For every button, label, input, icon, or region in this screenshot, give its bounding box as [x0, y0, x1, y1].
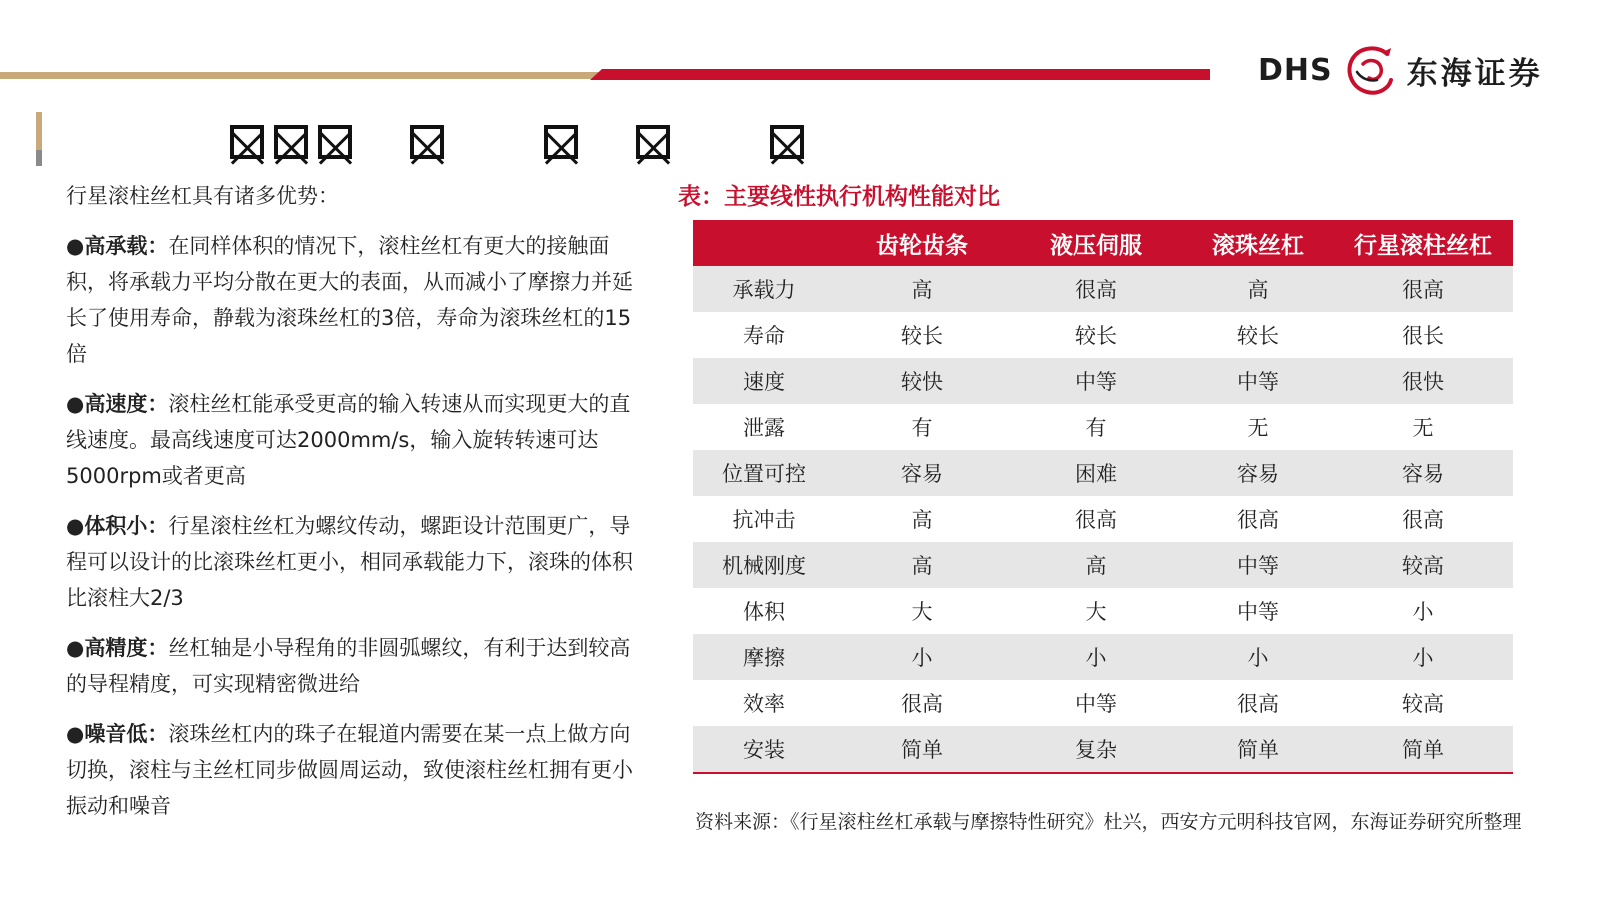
- row-label-cell: 安装: [693, 726, 835, 773]
- source-note: 资料来源：《行星滚柱丝杠承载与摩擦特性研究》杜兴，西安方元明科技官网，东海证券研究所整理: [695, 811, 1522, 833]
- table-cell: 简单: [1183, 726, 1333, 773]
- bullet-text: 滚珠丝杠内的珠子在辊道内需要在某一点上做方向切换，滚柱与主丝杠同步做圆周运动，致使滚柱丝杠拥有更小振动和噪音: [66, 722, 633, 818]
- table-row: [693, 726, 1513, 773]
- table-cell: 困难: [1009, 450, 1183, 496]
- table-cell: 很快: [1333, 358, 1513, 404]
- table-cell: 很高: [901, 692, 943, 716]
- company-logo: [1258, 40, 1543, 100]
- row-label-cell: 位置可控: [693, 450, 835, 496]
- table-cell: 很长: [1402, 324, 1444, 348]
- table-cell: 较高: [1333, 542, 1513, 588]
- header-cell: 齿轮齿条: [835, 220, 1009, 266]
- table-row: [693, 542, 1513, 588]
- table-cell: 很高: [1009, 266, 1183, 312]
- table-cell: 很高: [1333, 266, 1513, 312]
- table-cell: 容易: [1333, 450, 1513, 496]
- bullet-label: ●噪音低：: [66, 722, 169, 746]
- header-cell: [693, 220, 835, 266]
- missing-glyph-icon: [636, 125, 670, 159]
- bullet-label: ●高速度：: [66, 392, 169, 416]
- performance-comparison-table: [693, 220, 1513, 774]
- bullet-text: 在同样体积的情况下，滚柱丝杠有更大的接触面积，将承载力平均分散在更大的表面，从而减小了摩擦力并延长了使用寿命，静载为滚珠丝杠的3倍，寿命为滚珠丝杠的15倍: [66, 234, 633, 366]
- header-cell: 行星滚柱丝杠: [1333, 220, 1513, 266]
- row-label-cell: 寿命: [743, 324, 785, 348]
- bullet-label: ●体积小：: [66, 514, 169, 538]
- table-cell: 中等: [1009, 358, 1183, 404]
- bullet-small-volume: [66, 508, 641, 616]
- row-label-cell: 抗冲击: [732, 508, 796, 532]
- missing-glyph-icon: [230, 125, 264, 159]
- row-label-cell: 摩擦: [693, 634, 835, 680]
- table-cell: 大: [1085, 600, 1107, 624]
- bullet-low-noise: [66, 716, 641, 824]
- table-cell: 较快: [835, 358, 1009, 404]
- bullet-high-precision: [66, 630, 641, 702]
- logo-dhs-text: DHS: [1258, 52, 1333, 88]
- table-cell: 小: [835, 634, 1009, 680]
- table-cell: 小: [1333, 634, 1513, 680]
- table-cell: 容易: [1183, 450, 1333, 496]
- bullet-high-speed: [66, 386, 641, 494]
- table-row: [693, 358, 1513, 404]
- table-cell: 小: [1412, 600, 1434, 624]
- table-header-row: [693, 220, 1513, 266]
- table-cell: 有: [911, 416, 933, 440]
- table-cell: 简单: [835, 726, 1009, 773]
- title-accent-bar: [36, 112, 42, 166]
- header-red-bar: [590, 69, 1210, 80]
- missing-glyph-icon: [318, 125, 352, 159]
- advantages-text: [66, 178, 641, 838]
- row-label-cell: 泄露: [743, 416, 785, 440]
- table-row: [693, 634, 1513, 680]
- row-label-cell: 效率: [743, 692, 785, 716]
- table-cell: 小: [1183, 634, 1333, 680]
- table-row: [693, 588, 1513, 634]
- table-cell: 高: [1183, 266, 1333, 312]
- table-cell: 中等: [1183, 358, 1333, 404]
- table-cell: 有: [1085, 416, 1107, 440]
- bullet-text: 行星滚柱丝杠为螺纹传动，螺距设计范围更广，导程可以设计的比滚珠丝杠更小，相同承载能力下，滚珠的体积比滚柱大2/3: [66, 514, 633, 610]
- missing-glyph-icon: [544, 125, 578, 159]
- table-cell: 容易: [835, 450, 1009, 496]
- table-cell: 很高: [1237, 508, 1279, 532]
- table-cell: 高: [835, 542, 1009, 588]
- table-cell: 无: [1247, 416, 1269, 440]
- page-title: [230, 118, 814, 166]
- header-cell: 液压伺服: [1009, 220, 1183, 266]
- table-cell: 很高: [1402, 508, 1444, 532]
- table-cell: 中等: [1183, 542, 1333, 588]
- missing-glyph-icon: [770, 125, 804, 159]
- intro-line: 行星滚柱丝杠具有诸多优势：: [66, 184, 339, 208]
- table-cell: 较长: [1237, 324, 1279, 348]
- bullet-label: ●高精度：: [66, 636, 169, 660]
- table-cell: 高: [1009, 542, 1183, 588]
- table-row: [693, 680, 1513, 726]
- bullet-text: 滚柱丝杠能承受更高的输入转速从而实现更大的直线速度。最高线速度可达2000mm/s，输入旋转转速可达5000rpm或者更高: [66, 392, 631, 488]
- dragon-logo-icon: [1343, 42, 1399, 98]
- header-cell: 滚珠丝杠: [1183, 220, 1333, 266]
- header-gold-bar: [0, 72, 600, 79]
- table-cell: 无: [1412, 416, 1434, 440]
- table-cell: 简单: [1333, 726, 1513, 773]
- row-label-cell: 速度: [693, 358, 835, 404]
- table-caption: 表：主要线性执行机构性能对比: [678, 184, 1000, 210]
- row-label-cell: 承载力: [693, 266, 835, 312]
- missing-glyph-icon: [274, 125, 308, 159]
- table-cell: 大: [911, 600, 933, 624]
- table-cell: 较高: [1402, 692, 1444, 716]
- bullet-label: ●高承载：: [66, 234, 169, 258]
- table-cell: 较长: [1075, 324, 1117, 348]
- table-cell: 小: [1009, 634, 1183, 680]
- bullet-high-load: [66, 228, 641, 372]
- missing-glyph-icon: [410, 125, 444, 159]
- table-row: [693, 496, 1513, 542]
- table-row: [693, 450, 1513, 496]
- table-cell: 复杂: [1009, 726, 1183, 773]
- table-cell: 高: [835, 266, 1009, 312]
- table-cell: 高: [911, 508, 933, 532]
- table-row: [693, 266, 1513, 312]
- row-label-cell: 体积: [743, 600, 785, 624]
- table-cell: 较长: [901, 324, 943, 348]
- table-row: [693, 312, 1513, 358]
- table-cell: 中等: [1075, 692, 1117, 716]
- table-row: [693, 404, 1513, 450]
- logo-company-name: 东海证券: [1406, 55, 1543, 92]
- table-cell: 很高: [1075, 508, 1117, 532]
- table-cell: 很高: [1237, 692, 1279, 716]
- bullet-text: 丝杠轴是小导程角的非圆弧螺纹，有利于达到较高的导程精度，可实现精密微进给: [66, 636, 631, 696]
- table-cell: 中等: [1237, 600, 1279, 624]
- row-label-cell: 机械刚度: [693, 542, 835, 588]
